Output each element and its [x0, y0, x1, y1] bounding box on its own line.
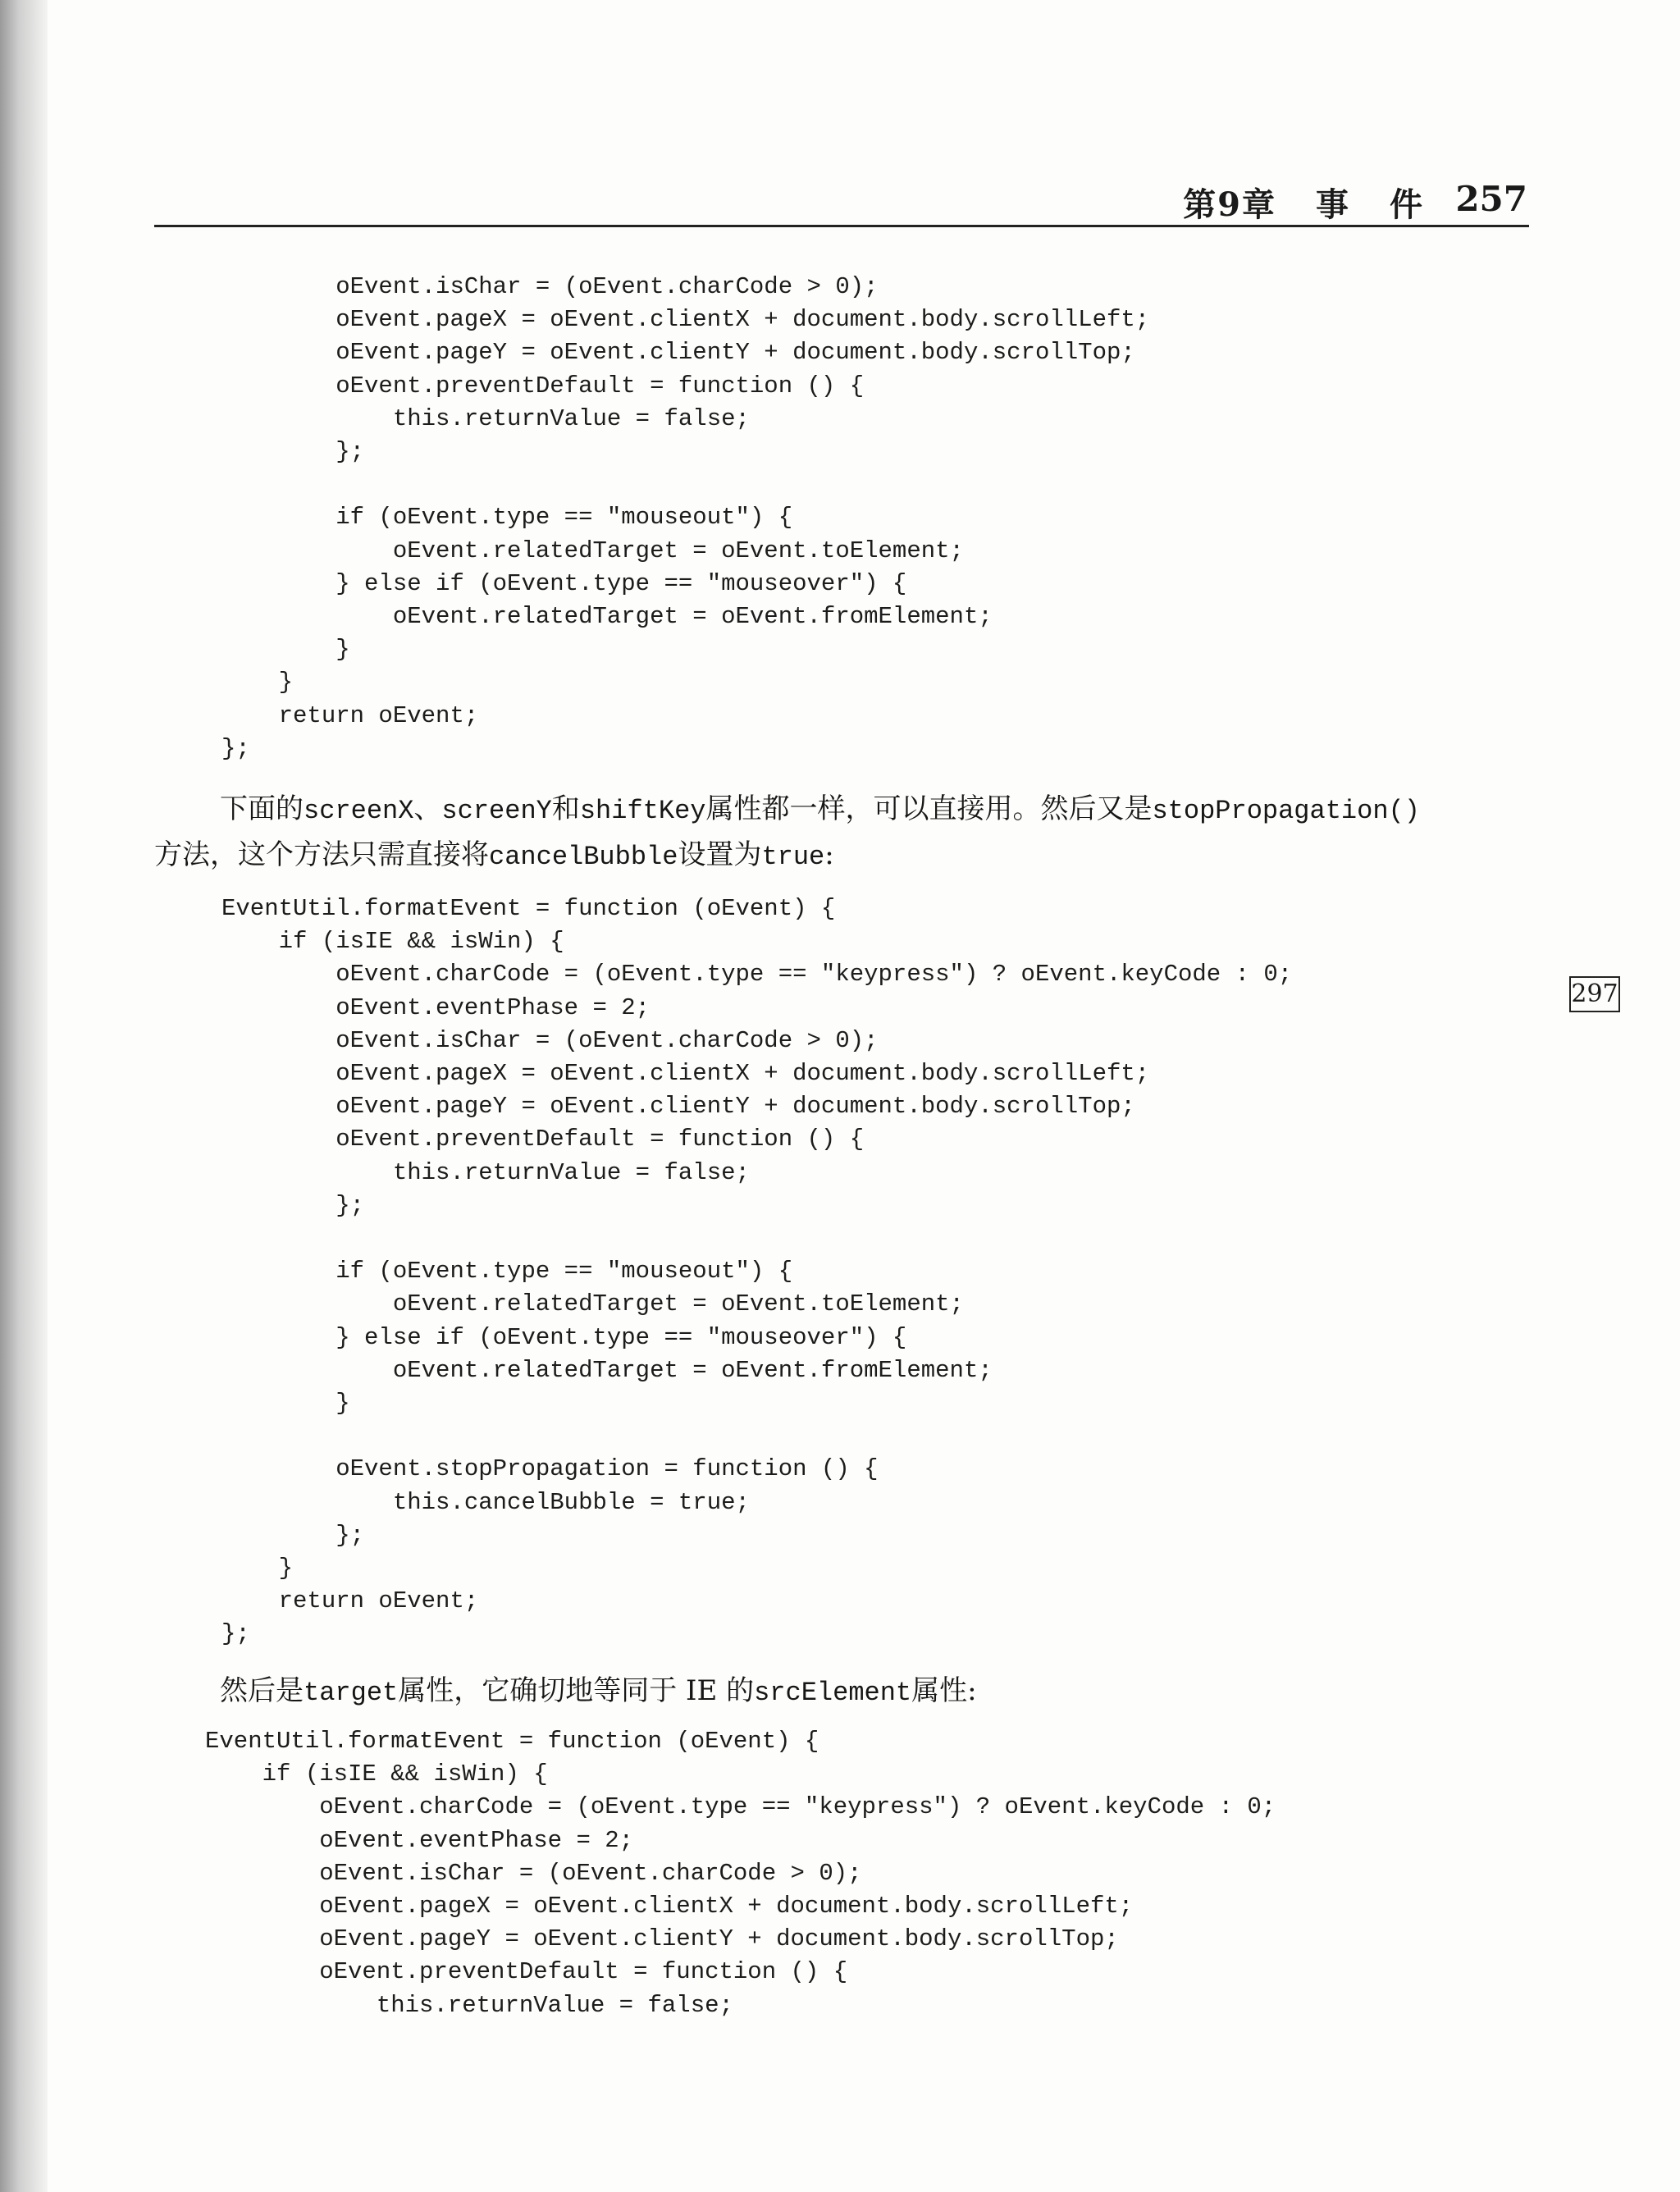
text-run: 属性，它确切地等同于 IE 的 [398, 1674, 755, 1707]
text-run: 和 [551, 792, 580, 825]
text-run: 属性都一样，可以直接用。然后又是 [705, 792, 1153, 825]
spine-shadow [0, 0, 48, 2192]
inline-code: screenX [304, 796, 414, 826]
page-number: 257 [1455, 179, 1527, 219]
paragraph-2 [220, 1668, 1532, 1716]
inline-code: shiftKey [579, 796, 706, 826]
text-run: 方法，这个方法只需直接将 [154, 838, 489, 871]
inline-code: screenY [441, 796, 552, 826]
inline-code: true [761, 842, 825, 872]
text-run: 设置为 [678, 838, 762, 871]
text-run: 属性: [911, 1674, 977, 1707]
chapter-title-part-2: 件 [1390, 185, 1424, 224]
code-block-3: EventUtil.formatEvent = function (oEvent) { if (isIE && isWin) { oEvent.charCode = (oEvent.type == "keypress") ? oEvent.keyCode : 0; oEvent.eventPhase = 2; oEvent.isChar = (oEvent.charCode > 0); oEvent.pageX = oEvent.clientX + document.body.scrollLeft; oEvent.pageY = oEvent.clientY + document.body.scrollTop; oEvent.preventDefault = function () { this.returnValue = false; [205, 1728, 1276, 2019]
margin-page-reference: 297 [1569, 976, 1620, 1012]
inline-code: target [304, 1678, 399, 1708]
text-run: 、 [413, 792, 442, 825]
chapter-heading [1183, 179, 1463, 226]
paragraph-1-line-2 [154, 832, 1532, 880]
text-run: : [824, 838, 834, 871]
inline-code: stopPropagation() [1152, 796, 1420, 826]
text-run: 下面的 [220, 792, 304, 825]
code-block-2: EventUtil.formatEvent = function (oEvent) { if (isIE && isWin) { oEvent.charCode = (oEvent.type == "keypress") ? oEvent.keyCode : 0; oEvent.eventPhase = 2; oEvent.isChar = (oEvent.charCode > 0); oEvent.pageX = oEvent.clientX + document.body.scrollLeft; oEvent.pageY = oEvent.clientY + document.body.scrollTop; oEvent.preventDefault = function () { this.returnValue = false; }; if (oEvent.type == "mouseout") { oEvent.relatedTarget = oEvent.toElement; } else if (oEvent.type == "mouseover") { oEvent.relatedTarget = oEvent.fromElement; } oEvent.stopPropagation = function () { this.cancelBubble = true; }; } return oEvent; }; [221, 895, 1293, 1648]
text-run: 然后是 [220, 1674, 304, 1707]
chapter-label: 第9章 [1183, 185, 1276, 224]
running-header [154, 179, 1529, 227]
paragraph-1-line-1 [220, 786, 1532, 834]
chapter-title-part-1: 事 [1316, 185, 1350, 224]
inline-code: srcElement [754, 1678, 912, 1708]
inline-code: cancelBubble [489, 842, 678, 872]
code-block-1: oEvent.isChar = (oEvent.charCode > 0); oEvent.pageX = oEvent.clientX + document.body.scrollLeft; oEvent.pageY = oEvent.clientY + document.body.scrollTop; oEvent.preventDefault = function () { this.returnValue = false; }; if (oEvent.type == "mouseout") { oEvent.relatedTarget = oEvent.toElement; } else if (oEvent.type == "mouseover") { oEvent.relatedTarget = oEvent.fromElement; } } return oEvent; }; [221, 273, 1150, 762]
